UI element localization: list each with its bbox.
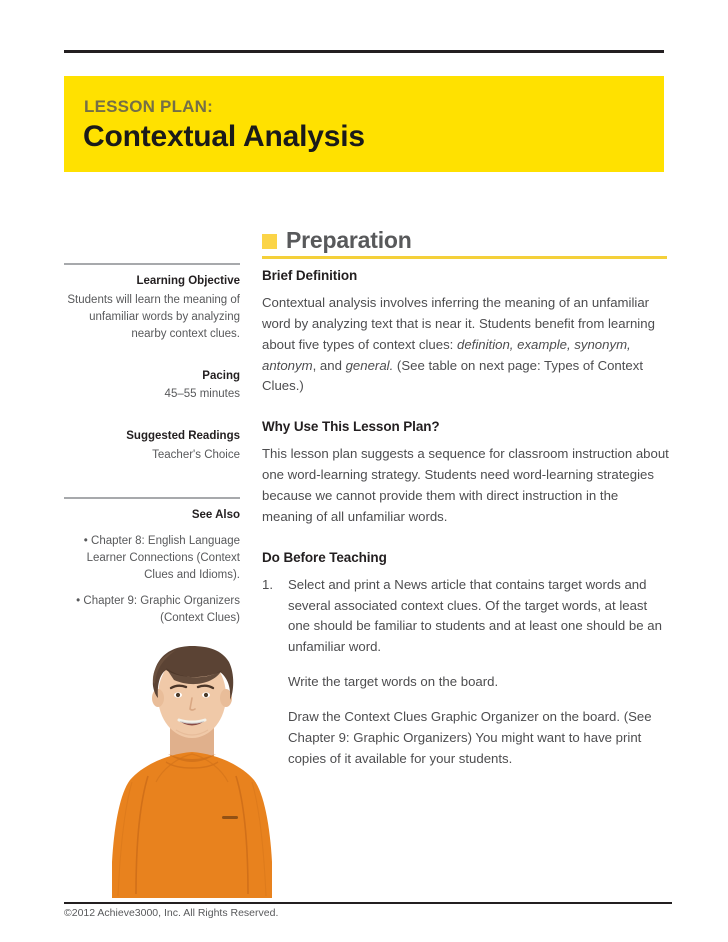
pacing-value: 45–55 minutes xyxy=(164,388,240,401)
main-content xyxy=(262,268,670,784)
section-underline xyxy=(262,256,667,259)
sidebar-divider-top xyxy=(64,263,240,265)
footer-divider xyxy=(64,902,672,904)
list-item xyxy=(262,575,670,658)
spacer xyxy=(64,403,240,420)
square-bullet-icon xyxy=(262,234,277,249)
section-heading-preparation xyxy=(262,228,667,259)
sidebar-divider-see-also xyxy=(64,497,240,499)
step-text: Write the target words on the board. xyxy=(288,674,499,690)
step-text: Draw the Context Clues Graphic Organizer on the board. (See Chapter 9: Graphic Organizers) You might want to have print copies of it available for your students. xyxy=(288,709,652,766)
why-use-heading: Why Use This Lesson Plan? xyxy=(262,419,440,435)
see-also-item[interactable]: • Chapter 8: English Language Learner Connections (Context Clues and Idioms). xyxy=(83,534,240,581)
brief-definition-heading: Brief Definition xyxy=(262,268,358,283)
list-item xyxy=(262,672,670,693)
list-item xyxy=(262,707,670,770)
student-photo-illustration xyxy=(96,630,288,902)
suggested-readings-value: Teacher's Choice xyxy=(152,449,240,462)
copyright-notice: ©2012 Achieve3000, Inc. All Rights Reserved. xyxy=(64,907,279,919)
section-title: Preparation xyxy=(286,227,412,253)
learning-objective-value: Students will learn the meaning of unfamiliar words by analyzing nearby context clues. xyxy=(67,293,240,340)
do-before-teaching-heading: Do Before Teaching xyxy=(262,549,387,565)
see-also-item[interactable]: • Chapter 9: Graphic Organizers (Context Clues) xyxy=(76,594,240,624)
see-also-label: See Also xyxy=(191,509,240,521)
do-before-teaching-list xyxy=(262,575,670,770)
title-banner xyxy=(64,76,664,172)
learning-objective-label: Learning Objective xyxy=(136,275,240,287)
brief-definition-text-2: , and xyxy=(312,357,346,373)
step-text: Select and print a News article that contains target words and several associated context clues. Of the target words, at least one should be familiar to students and at least one should be an unfamiliar word. xyxy=(288,576,662,655)
why-use-paragraph: This lesson plan suggests a sequence for classroom instruction about one word-learning strategy. Students need word-learning strategies because we cannot provide them with direct instruction in the meaning of all unfamiliar words. xyxy=(262,446,669,524)
brief-definition-paragraph xyxy=(262,293,670,397)
page-title: Contextual Analysis xyxy=(83,120,365,153)
spacer xyxy=(64,343,240,360)
brief-definition-text-1: Contextual analysis involves inferring the meaning of an unfamiliar word by analyzing text that is near it. Students benefit from learning about five types of context clues: xyxy=(262,295,655,352)
step-number: 1. xyxy=(262,576,273,592)
context-clue-type-general-italic: general. xyxy=(345,357,394,373)
context-clue-types-italic: definition, example, synonym, antonym xyxy=(262,336,631,373)
sidebar-see-also xyxy=(64,497,240,627)
suggested-readings-label: Suggested Readings xyxy=(126,430,240,443)
top-divider xyxy=(64,50,664,53)
brief-definition-text-3: (See table on next page: Types of Context Clues.) xyxy=(262,357,644,394)
banner-kicker: LESSON PLAN: xyxy=(84,97,213,116)
sidebar-meta xyxy=(64,263,240,464)
pacing-label: Pacing xyxy=(202,369,240,382)
student-photo xyxy=(96,630,288,902)
